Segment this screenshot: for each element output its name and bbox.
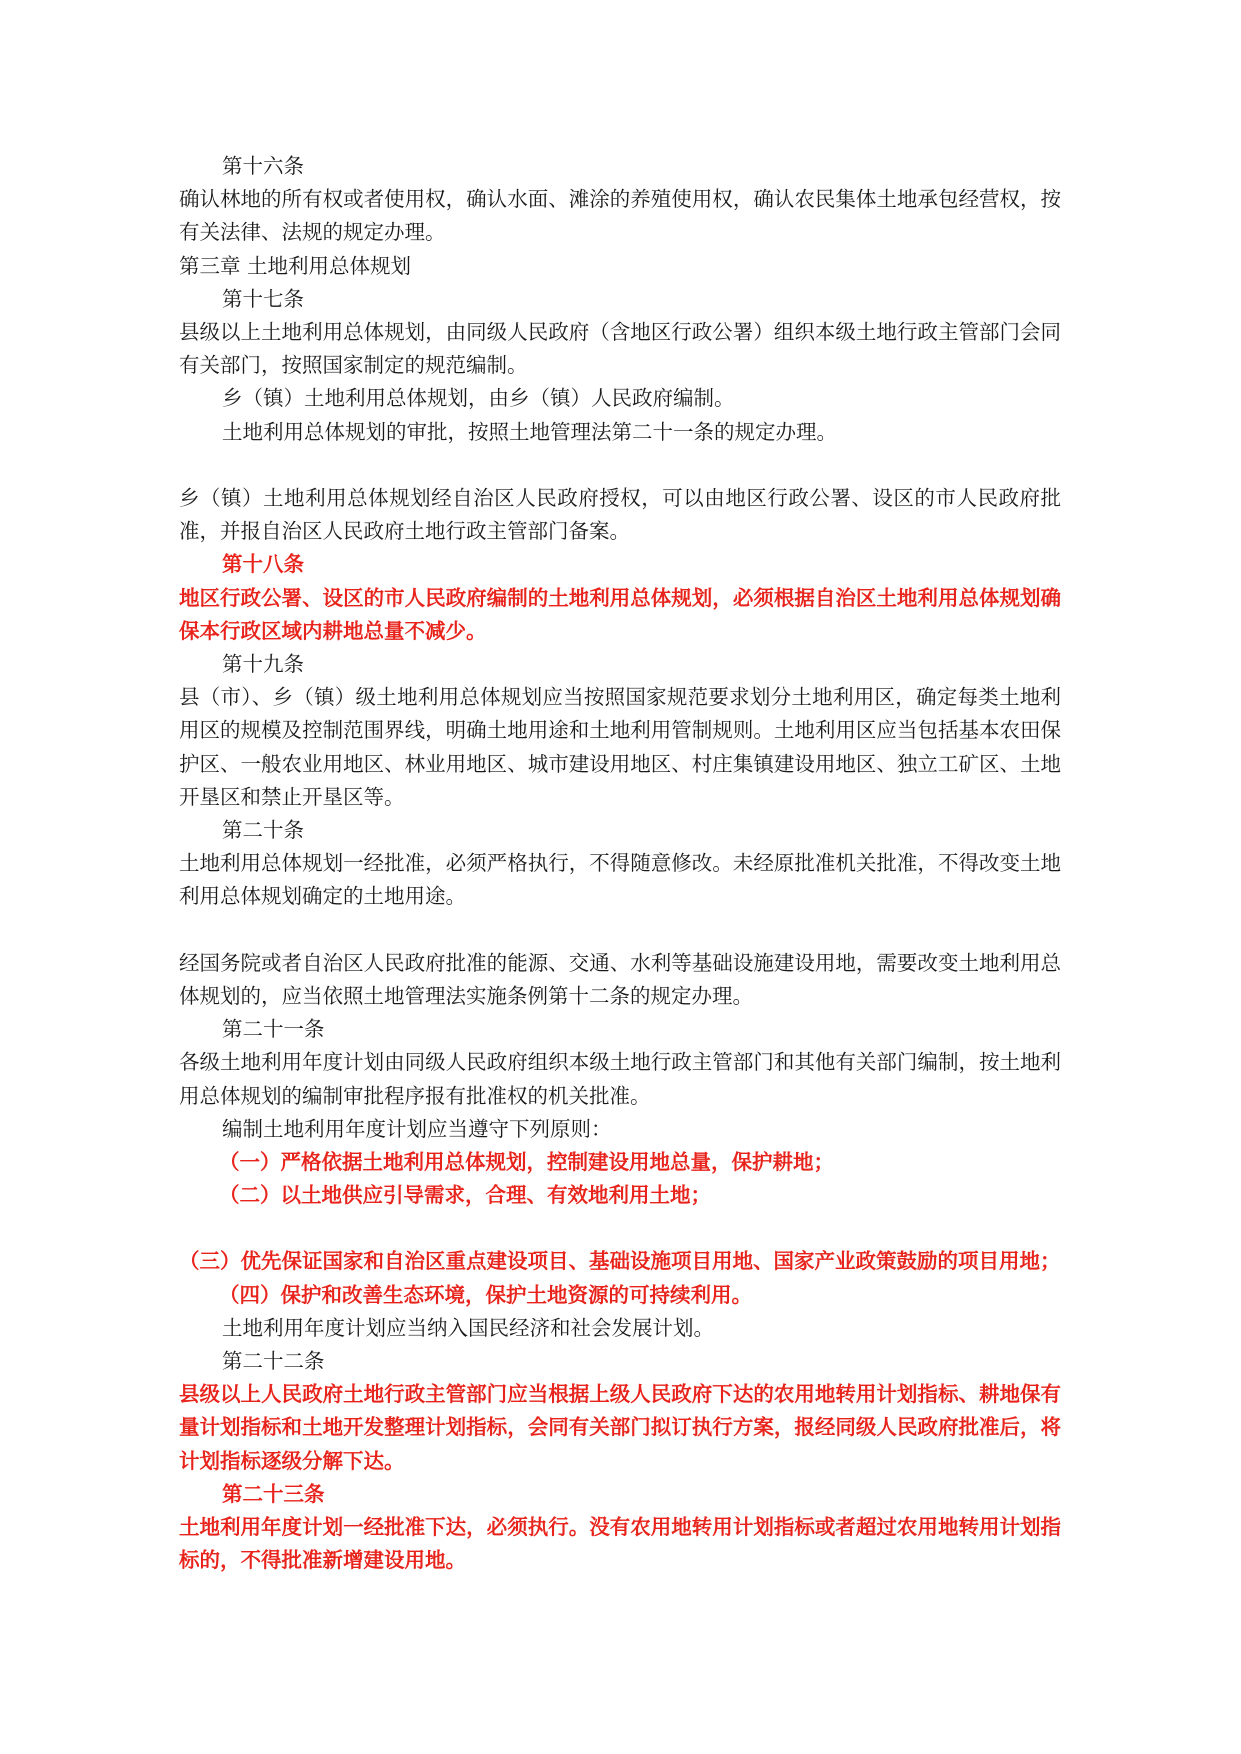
article-16-heading: 第十六条 [222, 154, 304, 178]
article-17-heading: 第十七条 [222, 286, 304, 311]
article-21-clause-3: 土地利用年度计划应当纳入国民经济和社会发展计划。 [222, 1315, 714, 1340]
article-23-text: 土地利用年度计划一经批准下达，必须执行。没有农用地转用计划指标或者超过农用地转用计划指标的，不得批准新增建设用地。 [179, 1515, 1061, 1573]
article-23-heading: 第二十三条 [222, 1481, 325, 1506]
chapter-3-title: 第三章 土地利用总体规划 [179, 253, 412, 278]
article-17-text: 县级以上土地利用总体规划，由同级人民政府（含地区行政公署）组织本级土地行政主管部门会同有关部门，按照国家制定的规范编制。 [179, 319, 1061, 378]
article-17-clause-3: 土地利用总体规划的审批，按照土地管理法第二十一条的规定办理。 [222, 419, 837, 444]
article-22-text: 县级以上人民政府土地行政主管部门应当根据上级人民政府下达的农用地转用计划指标、耕地保有量计划指标和土地开发整理计划指标，会同有关部门拟订执行方案，报经同级人民政府批准后，将计划指标逐级分解下达。 [179, 1382, 1061, 1473]
article-19-text: 县（市）、乡（镇）级土地利用总体规划应当按照国家规范要求划分土地利用区，确定每类土地利用区的规模及控制范围界线，明确土地用途和土地利用管制规则。土地利用区应当包括基本农田保护区、一般农业用地区、林业用地区、城市建设用地区、村庄集镇建设用地区、独立工矿区、土地开垦区和禁止开垦区等。 [179, 685, 1061, 809]
article-22-heading: 第二十二条 [222, 1349, 325, 1374]
article-21-text: 各级土地利用年度计划由同级人民政府组织本级土地行政主管部门和其他有关部门编制，按土地利用总体规划的编制审批程序报有批准权的机关批准。 [179, 1050, 1061, 1108]
article-18-text: 地区行政公署、设区的市人民政府编制的土地利用总体规划，必须根据自治区土地利用总体规划确保本行政区域内耕地总量不减少。 [179, 585, 1061, 643]
blank-line [179, 449, 1061, 482]
document-page [179, 150, 1061, 1577]
article-16-text: 确认林地的所有权或者使用权，确认水面、滩涂的养殖使用权，确认农民集体土地承包经营权，按有关法律、法规的规定办理。 [179, 187, 1061, 245]
article-17-clause-4: 乡（镇）土地利用总体规划经自治区人民政府授权，可以由地区行政公署、设区的市人民政府批准，并报自治区人民政府土地行政主管部门备案。 [179, 485, 1061, 544]
article-21-clause-2: 编制土地利用年度计划应当遵守下列原则： [222, 1116, 612, 1141]
article-20-text: 土地利用总体规划一经批准，必须严格执行，不得随意修改。未经原批准机关批准，不得改变土地利用总体规划确定的土地用途。 [179, 851, 1061, 909]
blank-line [179, 914, 1061, 947]
article-17-clause-2: 乡（镇）土地利用总体规划，由乡（镇）人民政府编制。 [222, 386, 735, 411]
article-18-heading: 第十八条 [222, 552, 304, 577]
article-21-heading: 第二十一条 [222, 1017, 325, 1042]
principle-item-2: （二）以土地供应引导需求，合理、有效地利用土地； [219, 1183, 711, 1208]
principle-item-1: （一）严格依据土地利用总体规划，控制建设用地总量，保护耕地； [219, 1149, 834, 1174]
principle-item-3: （三）优先保证国家和自治区重点建设项目、基础设施项目用地、国家产业政策鼓励的项目用地； [179, 1249, 1061, 1274]
article-19-heading: 第十九条 [222, 651, 304, 676]
blank-line [179, 1212, 1061, 1245]
article-20-heading: 第二十条 [222, 817, 304, 842]
principle-item-4: （四）保护和改善生态环境，保护土地资源的可持续利用。 [219, 1282, 752, 1307]
article-20-clause-2: 经国务院或者自治区人民政府批准的能源、交通、水利等基础设施建设用地，需要改变土地利用总体规划的，应当依照土地管理法实施条例第十二条的规定办理。 [179, 950, 1061, 1008]
